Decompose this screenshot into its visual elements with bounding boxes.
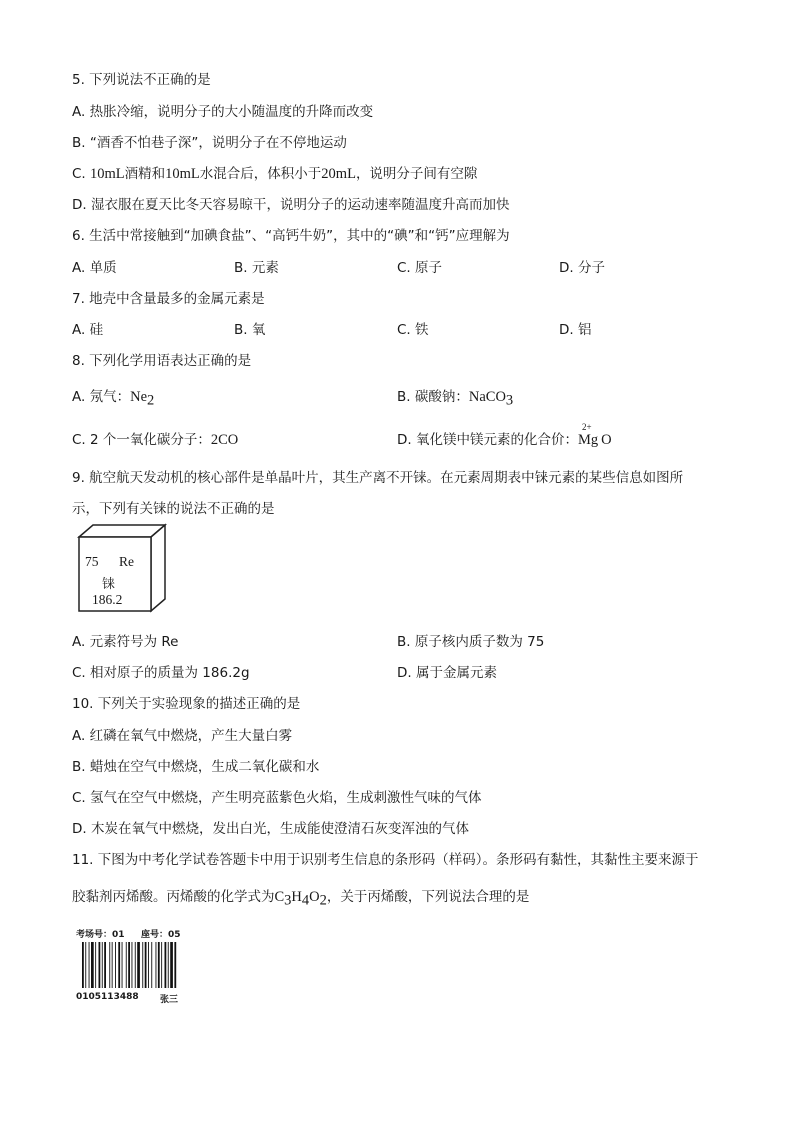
q8-b-formula: NaCO [468,389,506,405]
q8-c-label: C. 2 个一氧化碳分子： [72,432,211,448]
q11-formula-c-sub: 3 [284,892,292,909]
barcode-bar [122,942,123,988]
barcode-bar [135,942,136,988]
q8-d-formula [577,422,612,449]
barcode-bar [174,942,176,988]
barcode-bar [128,942,130,988]
q9-option-b: B. 原子核内质子数为 75 [397,634,545,650]
barcode-bar [118,942,120,988]
q8-stem: 8. 下列化学用语表达正确的是 [72,353,252,369]
q8-d-label: D. 氧化镁中镁元素的化合价： [397,432,578,448]
barcode-bar [109,942,110,988]
barcode-bar [151,942,152,988]
q11-formula-c: C [274,889,285,905]
q5-c-text-1: 酒精和 [124,166,166,182]
q8-a-formula: Ne [130,389,148,405]
q6-option-c: C. 原子 [397,260,443,276]
q5-c-volume-3: 20mL [321,166,356,182]
q11-formula-h-sub: 4 [301,892,310,909]
q10-option-d: D. 木炭在氧气中燃烧，发出白光，生成能使澄清石灰变浑浊的气体 [72,821,469,837]
q8-d-mg: Mg [577,432,599,448]
barcode-bar [168,942,169,988]
q5-c-volume-1: 10mL [90,166,125,182]
q11-formula-o: O [309,889,320,905]
q9-stem-line-2: 示，下列有关铼的说法不正确的是 [72,501,275,517]
barcode-bar [85,942,86,988]
q5-c-text-3: ，说明分子间有空隙 [355,166,478,182]
barcode-bar [115,942,116,988]
q6-option-a: A. 单质 [72,260,117,276]
barcode-bar [161,942,162,988]
q7-option-a: A. 硅 [72,322,104,338]
q8-d-o: O [601,432,612,448]
q8-option-b [397,385,513,410]
q7-stem: 7. 地壳中含量最多的金属元素是 [72,291,265,307]
barcode-bar [89,942,90,988]
q5-c-volume-2: 10mL [165,166,200,182]
q11-stem-line-2 [72,885,529,910]
q10-stem: 10. 下列关于实验现象的描述正确的是 [72,696,301,712]
barcode-bar [104,942,106,988]
q5-c-text-2: 水混合后，体积小于 [199,166,322,182]
barcode-bar [170,942,173,988]
q8-option-a [72,385,154,410]
element-name: 铼 [102,577,116,592]
q11-stem-text-b: ，关于丙烯酸，下列说法合理的是 [326,889,530,905]
q8-a-label: A. 氖气： [72,389,131,405]
q5-option-c [72,162,477,183]
q7-option-b: B. 氧 [234,322,266,338]
barcode-name: 张三 [160,995,179,1005]
barcode-bar [158,942,160,988]
q5-option-a: A. 热胀冷缩，说明分子的大小随温度的升降而改变 [72,104,374,120]
q10-option-b: B. 蜡烛在空气中燃烧，生成二氧化碳和水 [72,759,320,775]
barcode-bar [91,942,94,988]
q6-option-b: B. 元素 [234,260,279,276]
barcode-bar [148,942,149,988]
q8-option-c [72,428,238,449]
q8-option-d [397,422,612,449]
barcode-bar [126,942,127,988]
barcode-bar [145,942,147,988]
q8-c-formula: 2CO [210,432,239,448]
q11-stem-text-a: 胶黏剂丙烯酸。丙烯酸的化学式为 [72,889,275,905]
barcode-bar [95,942,96,988]
element-atomic-mass: 186.2 [92,592,123,607]
barcode-bar [156,942,157,988]
q11-formula-h: H [291,889,302,905]
q11-formula-o-sub: 2 [319,892,327,909]
barcode-exam-room: 考场号：01 [76,930,125,940]
q9-option-a: A. 元素符号为 Re [72,634,179,650]
barcode-seat: 座号：05 [141,930,181,940]
q8-b-subscript: 3 [505,392,514,409]
q8-a-subscript: 2 [147,392,155,409]
q11-stem-line-1: 11. 下图为中考化学试卷答题卡中用于识别考生信息的条形码（样码）。条形码有黏性，其黏性主要来源于 [72,852,699,868]
q5-stem: 5. 下列说法不正确的是 [72,72,211,88]
q6-stem: 6. 生活中常接触到“加碘食盐”、“高钙牛奶”，其中的“碘”和“钙”应理解为 [72,228,510,244]
q8-d-valence: 2+ [581,422,592,432]
barcode-bar [132,942,133,988]
element-symbol: Re [119,554,134,569]
q5-c-prefix: C. [72,166,86,182]
q7-option-c: C. 铁 [397,322,429,338]
q9-option-d: D. 属于金属元素 [397,665,497,681]
q6-option-d: D. 分子 [559,260,605,276]
q5-option-d: D. 湿衣服在夏天比冬天容易晾干，说明分子的运动速率随温度升高而加快 [72,197,510,213]
barcode-image [82,942,184,988]
barcode-bar [112,942,113,988]
barcode-bar [99,942,101,988]
q10-option-c: C. 氢气在空气中燃烧，产生明亮蓝紫色火焰，生成刺激性气味的气体 [72,790,482,806]
barcode-bar [165,942,167,988]
q9-stem-line-1: 9. 航空航天发动机的核心部件是单晶叶片，其生产离不开铼。在元素周期表中铼元素的某些信息如图所 [72,470,684,486]
q5-option-b: B. “酒香不怕巷子深”，说明分子在不停地运动 [72,135,347,151]
q8-b-label: B. 碳酸钠： [397,389,469,405]
q9-option-c: C. 相对原子的质量为 186.2g [72,665,250,681]
barcode-bar [137,942,140,988]
barcode-bar [82,942,84,988]
barcode-bar [142,942,143,988]
q10-option-a: A. 红磷在氧气中燃烧，产生大量白雾 [72,728,293,744]
q7-option-d: D. 铝 [559,322,592,338]
barcode-number: 0105113488 [76,992,139,1002]
barcode-bar [102,942,103,988]
element-atomic-number: 75 [85,554,99,569]
